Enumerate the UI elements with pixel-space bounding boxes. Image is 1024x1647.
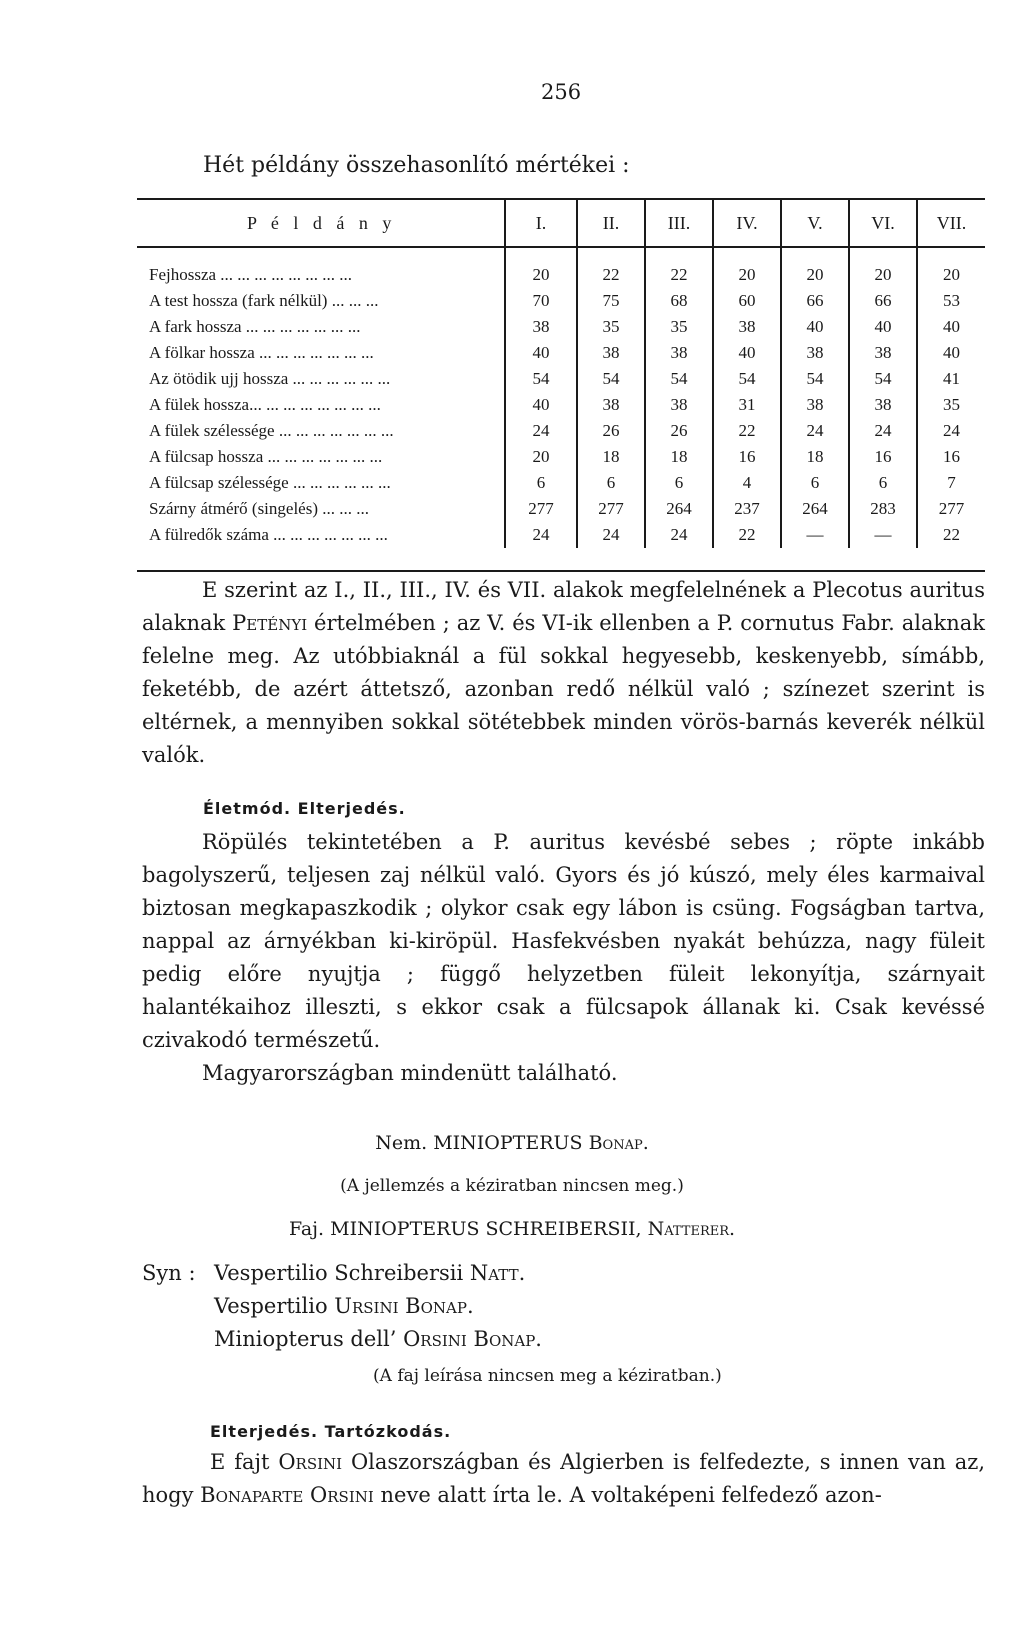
p1-text: értelmében ; az V. és VI-ik ellenben a P. cornutus Fabr. alaknak felelne meg. Az utóbbiaknál a fül sokkal hegyesebb, keskenyebb, símább, feketébb, de azért áttetsző, azonban redő nélkül való ; színezet szerint is eltérnek, a mennyiben sokkal sötétebbek minden vörös-barnás keverék nélkül valók. — [142, 611, 985, 767]
table-cell: 38 — [849, 392, 917, 418]
paragraph-distribution: Magyarországban mindenütt található. — [202, 1061, 618, 1085]
column-header: V. — [781, 200, 849, 247]
table-cell: 38 — [713, 314, 781, 340]
table-cell: 54 — [713, 366, 781, 392]
column-header: IV. — [713, 200, 781, 247]
synonym-entry: Miniopterus dell’ Orsini Bonap. — [214, 1327, 542, 1351]
table-cell: 20 — [781, 247, 849, 288]
genus-title — [0, 1132, 1024, 1154]
column-header: II. — [577, 200, 645, 247]
row-label: Szárny átmérő (singelés) ... ... ... — [137, 496, 505, 522]
table-cell: 38 — [781, 340, 849, 366]
table-cell: 40 — [943, 343, 960, 362]
table-cell: 54 — [781, 366, 849, 392]
table-cell: 20 — [505, 247, 577, 288]
table-row — [137, 392, 985, 418]
table-cell: 38 — [645, 392, 713, 418]
table-body — [137, 247, 985, 548]
table-cell: 40 — [713, 340, 781, 366]
row-label: A fülek hossza... ... ... ... ... ... ... ... — [137, 392, 505, 418]
column-header: VII. — [917, 200, 985, 247]
table-cell: 38 — [577, 392, 645, 418]
genus-prefix: Nem. — [375, 1132, 428, 1154]
author-name: Petényi — [232, 611, 308, 635]
page-number: 256 — [541, 80, 582, 104]
table-cell: 6 — [577, 470, 645, 496]
genus-author: Bonap. — [588, 1132, 649, 1154]
table-cell: 20 — [505, 444, 577, 470]
column-header: III. — [645, 200, 713, 247]
p1-text: E szerint az I., II., III., IV. és VII. alakok megfelelnének a Plecotus auritus alaknak — [142, 578, 985, 635]
table-cell: 4 — [713, 470, 781, 496]
table-cell: 18 — [577, 444, 645, 470]
table-cell: 283 — [849, 496, 917, 522]
table-cell: 53 — [943, 291, 960, 310]
table-cell: 31 — [713, 392, 781, 418]
table-row — [137, 366, 985, 392]
paragraph-comparison — [142, 574, 985, 772]
table-cell: 20 — [943, 265, 960, 284]
table-caption: Hét példány összehasonlító mértékei : — [203, 153, 630, 178]
table-cell: 24 — [505, 522, 577, 548]
measurements-table — [137, 198, 985, 572]
table-cell: 22 — [713, 522, 781, 548]
row-label: A fark hossza ... ... ... ... ... ... ... — [137, 314, 505, 340]
table-cell: — — [849, 522, 917, 548]
table-cell: 24 — [645, 522, 713, 548]
table-cell: 18 — [781, 444, 849, 470]
table-cell: 66 — [849, 288, 917, 314]
author-name: Orsini — [278, 1450, 343, 1474]
table-cell: 54 — [577, 366, 645, 392]
table-header-row — [137, 200, 985, 247]
row-label: A fülcsap hossza ... ... ... ... ... ... ... — [137, 444, 505, 470]
synonym-entry: Vespertilio Ursini Bonap. — [214, 1294, 474, 1318]
table-cell: 24 — [849, 418, 917, 444]
table-cell: 75 — [577, 288, 645, 314]
table-cell: 38 — [577, 340, 645, 366]
species-prefix: Faj. — [288, 1218, 325, 1240]
table-row — [137, 522, 985, 548]
table-cell: 16 — [943, 447, 960, 466]
table-row — [137, 288, 985, 314]
table-cell: 6 — [505, 470, 577, 496]
table-cell: 18 — [645, 444, 713, 470]
table-cell: 24 — [781, 418, 849, 444]
section-heading-distribution: Elterjedés. Tartózkodás. — [210, 1422, 452, 1441]
table-cell: 24 — [505, 418, 577, 444]
row-label: A fülcsap szélessége ... ... ... ... ... ... — [137, 470, 505, 496]
species-name: MINIOPTERUS SCHREIBERSII, — [330, 1218, 642, 1240]
table-cell: 6 — [781, 470, 849, 496]
column-header: VI. — [849, 200, 917, 247]
synonym-list — [142, 1257, 542, 1356]
table-cell: 54 — [505, 366, 577, 392]
row-label: A test hossza (fark nélkül) ... ... ... — [137, 288, 505, 314]
table-row — [137, 418, 985, 444]
table-cell: 40 — [505, 340, 577, 366]
table-cell: 20 — [713, 247, 781, 288]
table-cell: 35 — [645, 314, 713, 340]
table-cell: 35 — [577, 314, 645, 340]
column-header: I. — [505, 200, 577, 247]
table-row — [137, 314, 985, 340]
section-heading-lifestyle: Életmód. Elterjedés. — [203, 799, 406, 818]
table-cell: 16 — [849, 444, 917, 470]
table-cell: 264 — [645, 496, 713, 522]
table-cell: 38 — [849, 340, 917, 366]
table-cell: 26 — [645, 418, 713, 444]
table-row — [137, 496, 985, 522]
table-cell: 237 — [713, 496, 781, 522]
table-cell: 7 — [947, 473, 956, 492]
table-cell: 277 — [938, 499, 965, 518]
table-cell: 16 — [713, 444, 781, 470]
table-row — [137, 444, 985, 470]
table-cell: 60 — [713, 288, 781, 314]
table-cell: 41 — [943, 369, 960, 388]
table-cell: 38 — [781, 392, 849, 418]
measurements-grid — [137, 200, 985, 548]
table-row — [137, 340, 985, 366]
species-note: (A faj leírása nincsen meg a kéziratban.) — [373, 1366, 722, 1386]
genus-name: MINIOPTERUS — [433, 1132, 583, 1154]
row-label: Fejhossza ... ... ... ... ... ... ... ... — [137, 247, 505, 288]
row-label: Az ötödik ujj hossza ... ... ... ... ... ... — [137, 366, 505, 392]
table-cell: 20 — [849, 247, 917, 288]
table-cell: 40 — [781, 314, 849, 340]
column-header-specimen: P é l d á n y — [137, 200, 505, 247]
table-cell: 22 — [713, 418, 781, 444]
synonym-label: Syn : — [142, 1261, 196, 1285]
table-cell: 38 — [645, 340, 713, 366]
synonym-entry: Vespertilio Schreibersii Natt. — [214, 1261, 526, 1285]
table-cell: 40 — [849, 314, 917, 340]
species-author: Natterer. — [647, 1218, 736, 1240]
table-cell: 40 — [505, 392, 577, 418]
table-cell: 38 — [505, 314, 577, 340]
table-cell: 66 — [781, 288, 849, 314]
table-cell: — — [781, 522, 849, 548]
table-cell: 22 — [645, 247, 713, 288]
table-cell: 40 — [943, 317, 960, 336]
table-cell: 35 — [943, 395, 960, 414]
table-cell: 54 — [849, 366, 917, 392]
table-cell: 264 — [781, 496, 849, 522]
table-cell: 22 — [577, 247, 645, 288]
author-name: Bonaparte Orsini — [200, 1483, 374, 1507]
row-label: A fölkar hossza ... ... ... ... ... ... ... — [137, 340, 505, 366]
paragraph-flight: Röpülés tekintetében a P. auritus kevésbé sebes ; röpte inkább bagolyszerű, teljesen zaj nélkül való. Gyors és jó kúszó, mely éles karmaival biztosan megkapaszkodik ; olykor csak egy lábon is csüng. Fogságban tartva, nappal az árnyékban ki-kiröpül. Hasfekvésben nyakát behúzza, nagy füleit pedig előre nyujtja ; függő helyzetben füleit lekonyítja, szárnyait halantékaihoz illeszti, s ekkor csak a fülcsapok állanak ki. Csak kevéssé czivakodó természetű. — [142, 830, 985, 1052]
table-cell: 26 — [577, 418, 645, 444]
table-row — [137, 470, 985, 496]
table-cell: 70 — [505, 288, 577, 314]
row-label: A fülredők száma ... ... ... ... ... ... ... — [137, 522, 505, 548]
table-cell: 68 — [645, 288, 713, 314]
table-cell: 6 — [645, 470, 713, 496]
table-cell: 6 — [849, 470, 917, 496]
table-cell: 24 — [943, 421, 960, 440]
genus-note: (A jellemzés a kéziratban nincsen meg.) — [340, 1176, 684, 1196]
paragraph-discovery: E fajt Orsini Olaszországban és Algierben is felfedezte, s innen van az, hogy Bonaparte Orsini neve alatt írta le. A voltaképeni felfedező azon- — [142, 1450, 985, 1507]
table-cell: 277 — [505, 496, 577, 522]
row-label: A fülek szélessége ... ... ... ... ... ... ... — [137, 418, 505, 444]
table-cell: 54 — [645, 366, 713, 392]
table-cell: 277 — [577, 496, 645, 522]
table-cell: 22 — [943, 525, 960, 544]
table-cell: 24 — [577, 522, 645, 548]
table-row — [137, 247, 985, 288]
species-title — [0, 1218, 1024, 1240]
synonym-row — [142, 1257, 542, 1290]
